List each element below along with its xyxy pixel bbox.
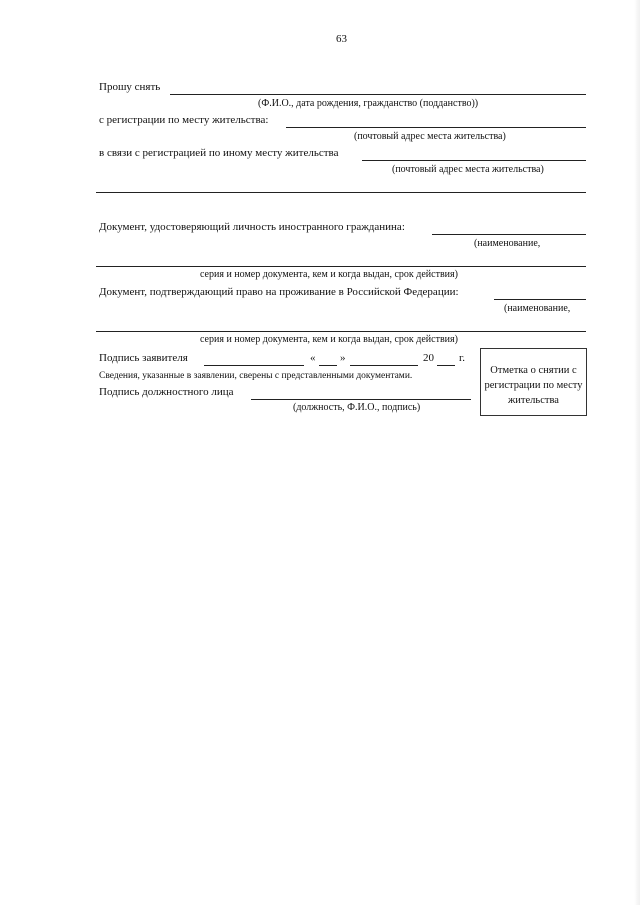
page-number: 63 — [336, 33, 347, 45]
request-field[interactable] — [170, 94, 586, 95]
residence-doc-hint-name: (наименование, — [504, 303, 571, 314]
identity-doc-details-field[interactable] — [96, 266, 586, 267]
stamp-box-line1: Отметка о снятии с — [490, 365, 577, 376]
request-label: Прошу снять — [99, 81, 161, 93]
official-signature-hint: (должность, Ф.И.О., подпись) — [293, 402, 421, 413]
request-hint: (Ф.И.О., дата рождения, гражданство (подданство)) — [258, 98, 479, 109]
verification-text: Сведения, указанные в заявлении, сверены с представленными документами. — [99, 371, 413, 381]
applicant-signature-label: Подпись заявителя — [99, 352, 188, 364]
reason-hint: (почтовый адрес места жительства) — [392, 164, 544, 175]
reason-label: в связи с регистрацией по иному месту жительства — [99, 147, 339, 159]
stamp-box-line2: регистрации по месту — [484, 380, 583, 391]
identity-doc-label: Документ, удостоверяющий личность иностранного гражданина: — [99, 221, 405, 233]
date-year-prefix: 20 — [423, 352, 434, 364]
date-quote-close: » — [340, 352, 346, 364]
identity-doc-hint-name: (наименование, — [474, 238, 541, 249]
page-edge-shadow — [634, 0, 640, 905]
reason-field[interactable] — [362, 160, 586, 161]
stamp-box-line3: жительства — [508, 395, 559, 406]
date-year-field[interactable] — [437, 365, 455, 366]
reason-field-continuation[interactable] — [96, 192, 586, 193]
applicant-signature-field[interactable] — [204, 365, 304, 366]
date-day-field[interactable] — [319, 365, 337, 366]
registration-label: с регистрации по месту жительства: — [99, 114, 269, 126]
identity-doc-hint-details: серия и номер документа, кем и когда выдан, срок действия) — [200, 269, 458, 280]
date-year-suffix: г. — [459, 352, 466, 364]
official-signature-field[interactable] — [251, 399, 471, 400]
deregistration-stamp-box — [480, 348, 587, 416]
residence-doc-label: Документ, подтверждающий право на проживание в Российской Федерации: — [99, 286, 459, 298]
residence-doc-details-field[interactable] — [96, 331, 586, 332]
date-month-field[interactable] — [350, 365, 418, 366]
registration-hint: (почтовый адрес места жительства) — [354, 131, 506, 142]
date-quote-open: « — [310, 352, 316, 364]
identity-doc-field[interactable] — [432, 234, 586, 235]
registration-field[interactable] — [286, 127, 586, 128]
residence-doc-hint-details: серия и номер документа, кем и когда выдан, срок действия) — [200, 334, 458, 345]
residence-doc-field[interactable] — [494, 299, 586, 300]
official-signature-label: Подпись должностного лица — [99, 386, 234, 398]
